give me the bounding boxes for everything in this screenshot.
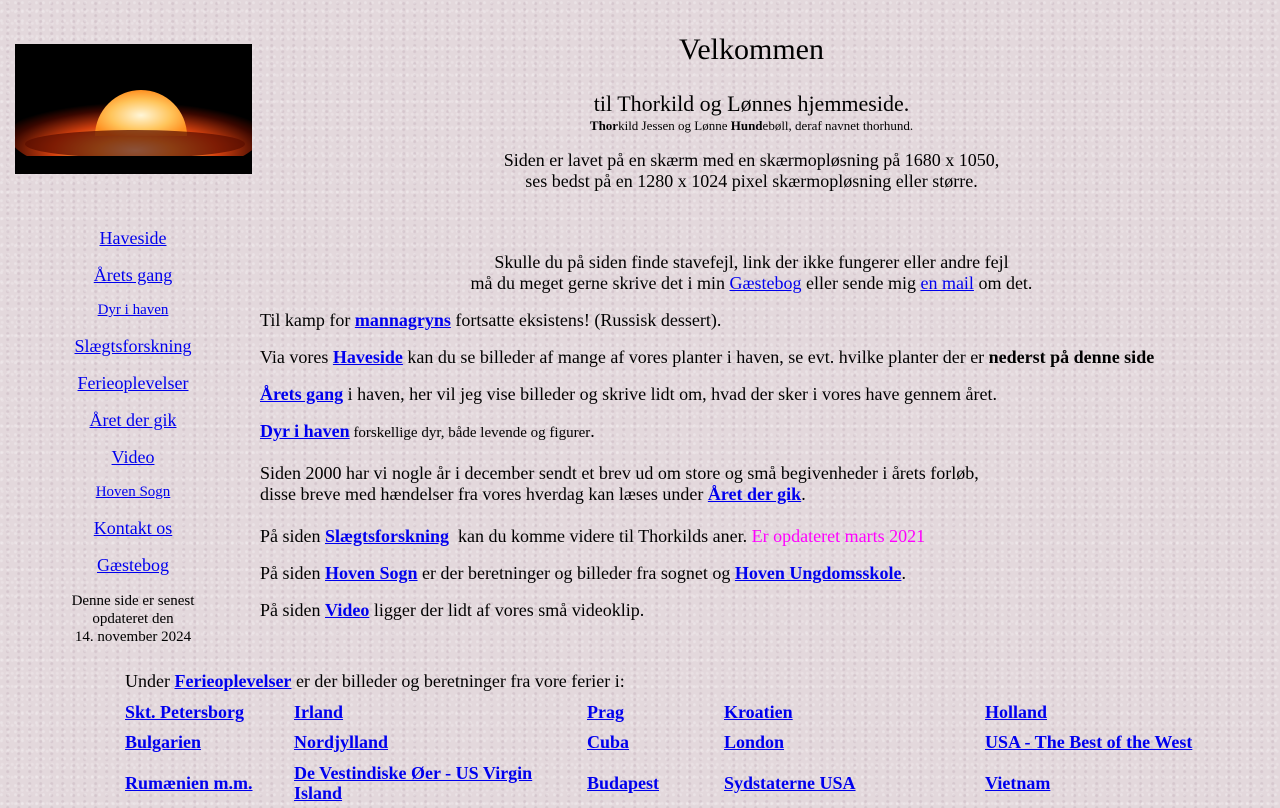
- screen-line-2: ses bedst på en 1280 x 1024 pixel skærmopløsning eller større.: [525, 171, 978, 191]
- vacation-link-budapest[interactable]: Budapest: [587, 773, 660, 793]
- dyr-i-haven-link-label: Dyr i haven: [260, 421, 350, 441]
- screen-resolution-note: [260, 150, 1243, 192]
- page-subtitle: til Thorkild og Lønnes hjemmeside.: [593, 91, 910, 116]
- paragraph-slaegtsforskning: [260, 526, 925, 547]
- nav-link-arets-gang[interactable]: Årets gang: [93, 265, 173, 285]
- vacation-link-vestindiske-oer[interactable]: De Vestindiske Øer - US Virgin Island: [294, 763, 533, 803]
- guestbook-link[interactable]: Gæstebog: [729, 273, 802, 293]
- p6-mid: kan du komme videre til Thorkilds aner.: [449, 526, 752, 546]
- p5-line-1: Siden 2000 har vi nogle år i december sendt et brev ud om store og små begivenheder i årets forløb,: [260, 463, 979, 483]
- paragraph-arets-gang: [260, 384, 997, 405]
- p3-post: i haven, her vil jeg vise billeder og skrive lidt om, hvad der sker i vores have gennem året.: [343, 384, 997, 404]
- nav-link-haveside[interactable]: Haveside: [99, 228, 167, 248]
- p1-post: fortsatte eksistens! (Russisk dessert).: [450, 310, 722, 330]
- email-link[interactable]: en mail: [920, 273, 974, 293]
- vacations-intro-pre: Under: [125, 671, 175, 691]
- p5-line-2-pre: disse breve med hændelser fra vores hverdag kan læses under: [260, 484, 708, 504]
- table-cell: [294, 758, 587, 808]
- table-cell: [985, 725, 1225, 758]
- table-cell: [985, 758, 1225, 808]
- p6-pre: På siden: [260, 526, 325, 546]
- table-cell: [587, 725, 724, 758]
- nav-link-dyr-i-haven[interactable]: Dyr i haven: [97, 302, 169, 318]
- vacation-link-prag[interactable]: Prag: [587, 701, 624, 722]
- slaegtsforskning-link[interactable]: [325, 526, 449, 546]
- updated-march-2021-note: Er opdateret marts 2021: [751, 526, 926, 546]
- hoven-ungdomsskole-link[interactable]: [735, 563, 902, 583]
- p2-mid: kan du se billeder af mange af vores planter i haven, se evt. hvilke planter der er: [402, 347, 989, 367]
- nav-link-gaestebog[interactable]: Gæstebog: [97, 555, 169, 575]
- paragraph-dyr-i-haven: [260, 421, 595, 444]
- nav-link-hoven-sogn[interactable]: Hoven Sogn: [95, 484, 171, 500]
- page-title: Velkommen: [679, 33, 824, 66]
- paragraph-hoven-sogn: [260, 563, 906, 584]
- p7-pre: På siden: [260, 563, 325, 583]
- paragraph-video: [260, 600, 644, 621]
- vacation-link-cuba[interactable]: Cuba: [587, 731, 630, 752]
- p1-pre: Til kamp for: [260, 310, 355, 330]
- vacations-row-3: [125, 758, 1225, 808]
- last-updated-note: [0, 592, 266, 646]
- nav-link-ferieoplevelser[interactable]: Ferieoplevelser: [77, 373, 189, 393]
- paragraph-mannagryn: [260, 310, 721, 331]
- video-link[interactable]: [325, 600, 369, 620]
- ferieoplevelser-link[interactable]: [174, 671, 291, 691]
- arets-gang-link[interactable]: [260, 384, 343, 404]
- vacation-link-nordjylland[interactable]: Nordjylland: [294, 731, 389, 752]
- error-line-1: Skulle du på siden finde stavefejl, link der ikke fungerer eller andre fejl: [494, 252, 1009, 272]
- aret-der-gik-link-label: Året der gik: [707, 484, 802, 504]
- vacation-link-usa-best-of-the-west[interactable]: USA - The Best of the West: [985, 731, 1193, 752]
- slaegtsforskning-link-label: Slægtsforskning: [325, 526, 450, 546]
- vacation-link-vietnam[interactable]: Vietnam: [985, 773, 1051, 793]
- vacation-link-rumaenien[interactable]: Rumænien m.m.: [125, 773, 253, 793]
- p7-dot: .: [901, 563, 906, 583]
- hoven-sogn-link-label: Hoven Sogn: [325, 563, 418, 583]
- vacations-table: [125, 698, 1225, 808]
- vacation-link-holland[interactable]: Holland: [985, 701, 1048, 722]
- error-line-2-post: om det.: [973, 273, 1033, 293]
- p8-post: ligger der lidt af vores små videoklip.: [369, 600, 645, 620]
- arets-gang-link-label: Årets gang: [260, 384, 344, 404]
- p5-dot: .: [801, 484, 806, 504]
- nav-link-video[interactable]: Video: [111, 447, 155, 467]
- nav-link-slaegtsforskning[interactable]: Slægtsforskning: [74, 336, 192, 356]
- aret-der-gik-link[interactable]: [708, 484, 801, 504]
- name-text-2: ebøll, deraf navnet thorhund.: [762, 118, 914, 133]
- table-cell: [125, 698, 294, 725]
- name-bold-thor: Thor: [589, 118, 619, 133]
- p2-pre: Via vores: [260, 347, 333, 367]
- haveside-link[interactable]: [333, 347, 403, 367]
- vacation-link-london[interactable]: London: [724, 731, 785, 752]
- name-text-1: kild Jessen og Lønne: [618, 118, 731, 133]
- p7-mid: er der beretninger og billeder fra sognet og: [417, 563, 735, 583]
- name-explanation: [260, 118, 1243, 134]
- mannagryn-link[interactable]: [355, 310, 451, 330]
- error-report-note: [260, 252, 1243, 294]
- vacation-link-kroatien[interactable]: Kroatien: [724, 701, 793, 722]
- vacations-intro-post: er der billeder og beretninger fra vore ferier i:: [291, 671, 625, 691]
- vacation-link-skt-petersborg[interactable]: Skt. Petersborg: [125, 701, 244, 722]
- error-line-2-mid: eller sende mig: [801, 273, 921, 293]
- p4-dot: .: [590, 421, 595, 441]
- hoven-ungdomsskole-link-label: Hoven Ungdomsskole: [734, 563, 902, 583]
- haveside-link-label: Haveside: [332, 347, 403, 367]
- vacation-link-irland[interactable]: Irland: [294, 701, 344, 722]
- table-cell: [724, 725, 985, 758]
- name-bold-hund: Hund: [730, 118, 763, 133]
- table-cell: [587, 758, 724, 808]
- dyr-i-haven-link[interactable]: [260, 421, 350, 441]
- mannagryn-link-label: mannagryns: [354, 310, 451, 330]
- p8-pre: På siden: [260, 600, 325, 620]
- last-updated-line2: opdateret den: [92, 611, 174, 627]
- last-updated-date: 14. november 2024: [74, 629, 192, 645]
- vacations-intro: [125, 671, 625, 692]
- paragraph-haveside: [260, 347, 1154, 368]
- video-link-label: Video: [325, 600, 370, 620]
- table-cell: [294, 698, 587, 725]
- error-line-2-pre: må du meget gerne skrive det i min: [470, 273, 730, 293]
- ferieoplevelser-link-label: Ferieoplevelser: [174, 671, 292, 691]
- table-cell: [724, 758, 985, 808]
- p2-bold: nederst på denne side: [988, 347, 1155, 367]
- vacations-row-2: [125, 725, 1225, 758]
- hoven-sogn-link[interactable]: [325, 563, 418, 583]
- p5-line-2: [260, 484, 979, 505]
- table-cell: [125, 758, 294, 808]
- p4-post: forskellige dyr, både levende og figurer: [349, 425, 591, 441]
- table-cell: [724, 698, 985, 725]
- sunset-logo-image: [15, 44, 252, 174]
- screen-line-1: Siden er lavet på en skærm med en skærmopløsning på 1680 x 1050,: [503, 150, 1000, 170]
- table-cell: [587, 698, 724, 725]
- vacation-link-sydstaterne-usa[interactable]: Sydstaterne USA: [724, 773, 856, 793]
- nav-link-aret-der-gik[interactable]: Året der gik: [89, 410, 177, 430]
- vacation-link-bulgarien[interactable]: Bulgarien: [125, 731, 202, 752]
- paragraph-aret-der-gik: [260, 463, 979, 505]
- table-cell: [985, 698, 1225, 725]
- last-updated-line1: Denne side er senest: [71, 593, 195, 609]
- error-line-2: [260, 273, 1243, 294]
- nav-link-kontakt-os[interactable]: Kontakt os: [93, 518, 173, 538]
- vacations-row-1: [125, 698, 1225, 725]
- table-cell: [294, 725, 587, 758]
- table-cell: [125, 725, 294, 758]
